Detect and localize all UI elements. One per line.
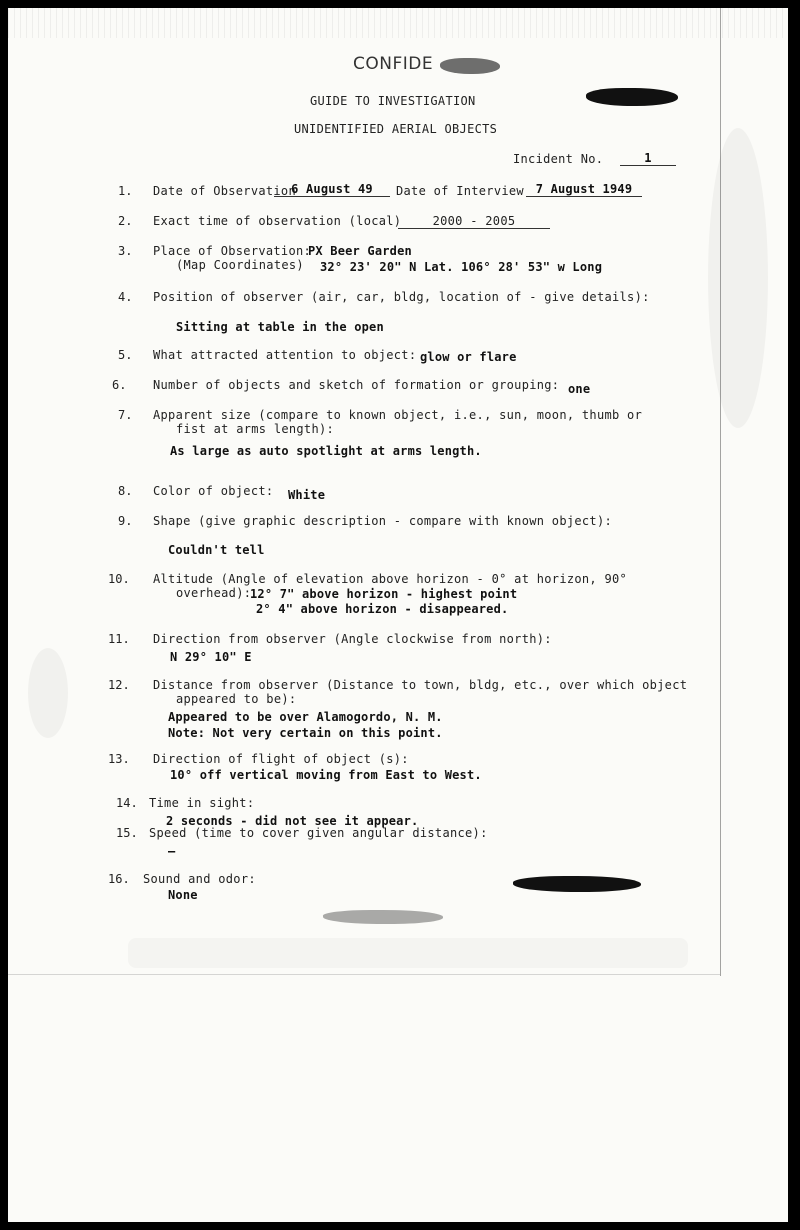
- sound-and-odor-value: None: [168, 888, 198, 902]
- redaction-mark: [586, 88, 678, 106]
- speed-value: —: [168, 844, 176, 858]
- direction-value: N 29° 10" E: [170, 650, 252, 664]
- direction-label: Direction from observer (Angle clockwise from north):: [153, 632, 552, 646]
- item-number: 6.: [112, 378, 127, 392]
- speed-label: Speed (time to cover given angular distance):: [149, 826, 488, 840]
- document-page: [8, 8, 788, 1222]
- item-number: 5.: [118, 348, 133, 362]
- number-of-objects-value: one: [568, 382, 591, 396]
- distance-note: Note: Not very certain on this point.: [168, 726, 443, 740]
- item-number: 12.: [108, 678, 130, 692]
- distance-label: Distance from observer (Distance to town, bldg, etc., over which object: [153, 678, 688, 692]
- altitude-value-disappeared: 2° 4" above horizon - disappeared.: [256, 602, 509, 616]
- color-label: Color of object:: [153, 484, 274, 498]
- observation-date-value: 6 August 49: [274, 182, 390, 197]
- interview-date-label: Date of Interview: [396, 184, 524, 198]
- direction-of-flight-value: 10° off vertical moving from East to West.: [170, 768, 482, 782]
- number-of-objects-label: Number of objects and sketch of formation or grouping:: [153, 378, 560, 392]
- item-number: 13.: [108, 752, 130, 766]
- item-number: 1.: [118, 184, 133, 198]
- distance-label-cont: appeared to be):: [176, 692, 297, 706]
- observation-date-label: Date of Observation: [153, 184, 296, 198]
- attracted-attention-value: glow or flare: [420, 350, 517, 364]
- item-number: 8.: [118, 484, 133, 498]
- incident-number: 1: [620, 151, 676, 166]
- item-number: 15.: [116, 826, 138, 840]
- redaction-mark: [513, 876, 641, 892]
- page-title: GUIDE TO INVESTIGATION: [310, 94, 476, 108]
- scan-edge-line: [720, 8, 721, 976]
- place-of-observation-value: PX Beer Garden: [308, 244, 412, 258]
- apparent-size-value: As large as auto spotlight at arms length.: [170, 444, 482, 458]
- interview-date-value: 7 August 1949: [526, 182, 642, 197]
- time-of-observation-value: 2000 - 2005: [398, 214, 550, 229]
- item-number: 2.: [118, 214, 133, 228]
- sound-and-odor-label: Sound and odor:: [143, 872, 256, 886]
- item-number: 7.: [118, 408, 133, 422]
- color-value: White: [288, 488, 326, 502]
- apparent-size-label-cont: fist at arms length):: [176, 422, 335, 436]
- scan-speckle: [128, 938, 688, 968]
- smudge-mark: [323, 910, 443, 924]
- confidential-stamp: CONFIDE: [353, 54, 434, 74]
- item-number: 9.: [118, 514, 133, 528]
- altitude-label-cont: overhead):: [176, 586, 252, 600]
- direction-of-flight-label: Direction of flight of object (s):: [153, 752, 409, 766]
- item-number: 10.: [108, 572, 130, 586]
- map-coordinates-label: (Map Coordinates): [176, 258, 304, 272]
- position-of-observer-value: Sitting at table in the open: [176, 320, 384, 334]
- time-of-observation-label: Exact time of observation (local): [153, 214, 402, 228]
- shape-label: Shape (give graphic description - compare with known object):: [153, 514, 613, 528]
- item-number: 4.: [118, 290, 133, 304]
- altitude-value-highest: 12° 7" above horizon - highest point: [250, 587, 518, 601]
- map-coordinates-value: 32° 23' 20" N Lat. 106° 28' 53" w Long: [320, 260, 603, 274]
- redaction-mark: [440, 58, 500, 74]
- time-in-sight-label: Time in sight:: [149, 796, 255, 810]
- time-in-sight-value: 2 seconds - did not see it appear.: [166, 814, 419, 828]
- incident-label: Incident No.: [513, 152, 604, 166]
- position-of-observer-label: Position of observer (air, car, bldg, location of - give details):: [153, 290, 650, 304]
- apparent-size-label: Apparent size (compare to known object, i.e., sun, moon, thumb or: [153, 408, 643, 422]
- altitude-label: Altitude (Angle of elevation above horizon - 0° at horizon, 90°: [153, 572, 628, 586]
- item-number: 14.: [116, 796, 138, 810]
- shape-value: Couldn't tell: [168, 543, 265, 557]
- scan-edge-line: [8, 974, 720, 975]
- scan-speckle: [28, 648, 68, 738]
- attracted-attention-label: What attracted attention to object:: [153, 348, 417, 362]
- item-number: 3.: [118, 244, 133, 258]
- distance-value: Appeared to be over Alamogordo, N. M.: [168, 710, 443, 724]
- item-number: 16.: [108, 872, 130, 886]
- place-of-observation-label: Place of Observation:: [153, 244, 312, 258]
- page-subtitle: UNIDENTIFIED AERIAL OBJECTS: [294, 122, 498, 136]
- scan-speckle: [708, 128, 768, 428]
- scan-noise: [8, 8, 788, 38]
- item-number: 11.: [108, 632, 130, 646]
